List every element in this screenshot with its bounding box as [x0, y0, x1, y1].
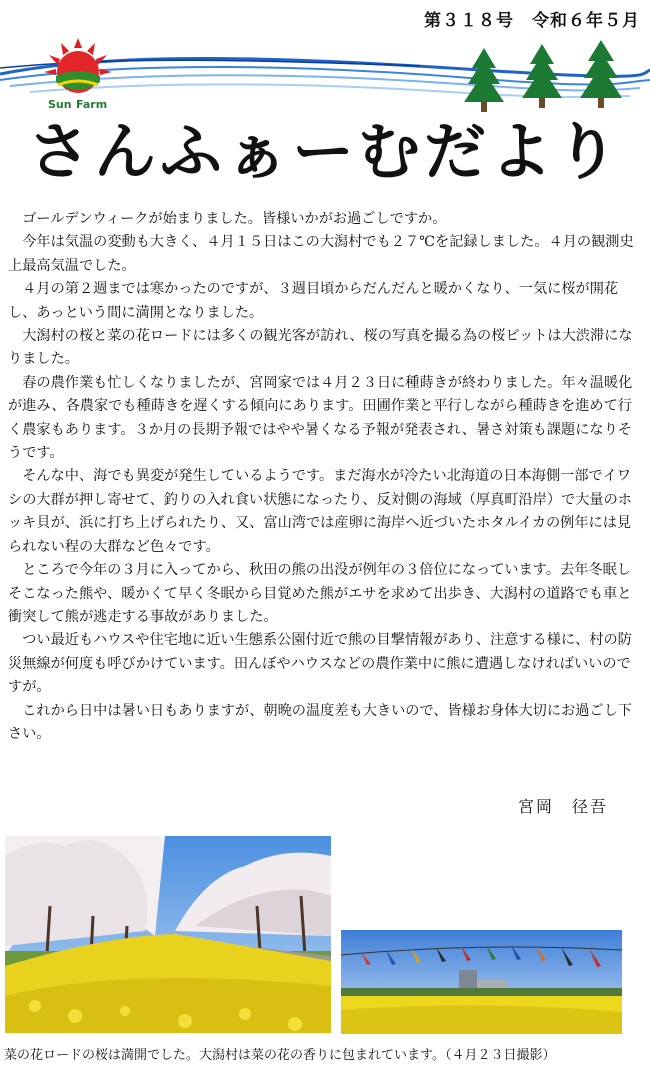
banner-graphic	[0, 30, 650, 116]
paragraph: これから日中は暑い日もありますが、朝晩の温度差も大きいので、皆様お身体大切にお過ごし下さい。	[8, 702, 632, 742]
paragraph: 今年は気温の変動も大きく、４月１５日はこの大潟村でも２７℃を記録しました。４月の観測史上最高気温でした。	[8, 234, 634, 274]
pine-tree-icon	[580, 40, 622, 108]
cherry-blossom-road-photo	[5, 836, 331, 1033]
paragraph: そんな中、海でも異変が発生しているようです。まだ海水が冷たい北海道の日本海側一部でイワシの大群が押し寄せて、釣りの入れ食い状態になったり、反対側の海域（厚真町沿岸）で大量のホッキ貝が、浜に打ち上げられたり、又、富山湾では産卵に海岸へ近づいたホタルイカの例年には見られない程の大群など色々です。	[8, 468, 632, 555]
sun-farm-logo	[44, 38, 112, 111]
koinobori-field-photo	[341, 930, 622, 1034]
header-banner	[0, 30, 650, 116]
logo-text-bottom: Farm	[76, 98, 108, 111]
article-body	[8, 208, 644, 746]
issue-number: 第３１８号 令和６年５月	[424, 11, 640, 31]
paragraph: ところで今年の３月に入ってから、秋田の熊の出没が例年の３倍位になっています。去年冬眠しそこなった熊や、暖かくて早く冬眠から目覚めた熊がエサを求めて出歩き、大潟村の道路でも車と衝突して熊が逃走する事故がありました。	[8, 562, 632, 625]
logo-text-top: Sun	[48, 98, 72, 111]
author-name: 宮岡 径吾	[517, 797, 608, 816]
paragraph: ゴールデンウィークが始まりました。皆様いかがお過ごしですか。	[22, 211, 447, 227]
paragraph: ４月の第２週までは寒かったのですが、３週目頃からだんだんと暖かくなり、一気に桜が開花し、あっという間に満開となりました。	[8, 281, 619, 321]
paragraph: 大潟村の桜と菜の花ロードには多くの観光客が訪れ、桜の写真を撮る為の桜ピットは大渋滞になりました。	[8, 328, 633, 368]
newsletter-title: さんふぁーむだより	[27, 115, 622, 188]
paragraph: つい最近もハウスや住宅地に近い生態系公園付近で熊の目撃情報があり、注意する様に、村の防災無線が何度も呼びかけています。田んぼやハウスなどの農作業中に熊に遭遇しなければいいのですが。	[8, 632, 632, 696]
photo-caption: 菜の花ロードの桜は満開でした。大潟村は菜の花の香りに包まれています。（４月２３日撮影）	[4, 1048, 556, 1063]
paragraph: 春の農作業も忙しくなりましたが、宮岡家では４月２３日に種蒔きが終わりました。年々温暖化が進み、各農家でも種蒔きを遅くする傾向にあります。田圃作業と平行しながら種蒔きを進めて行く農家もあります。３か月の長期予報ではやや暑くなる予報が発表され、暑さ対策も課題になりそうです。	[8, 374, 633, 462]
